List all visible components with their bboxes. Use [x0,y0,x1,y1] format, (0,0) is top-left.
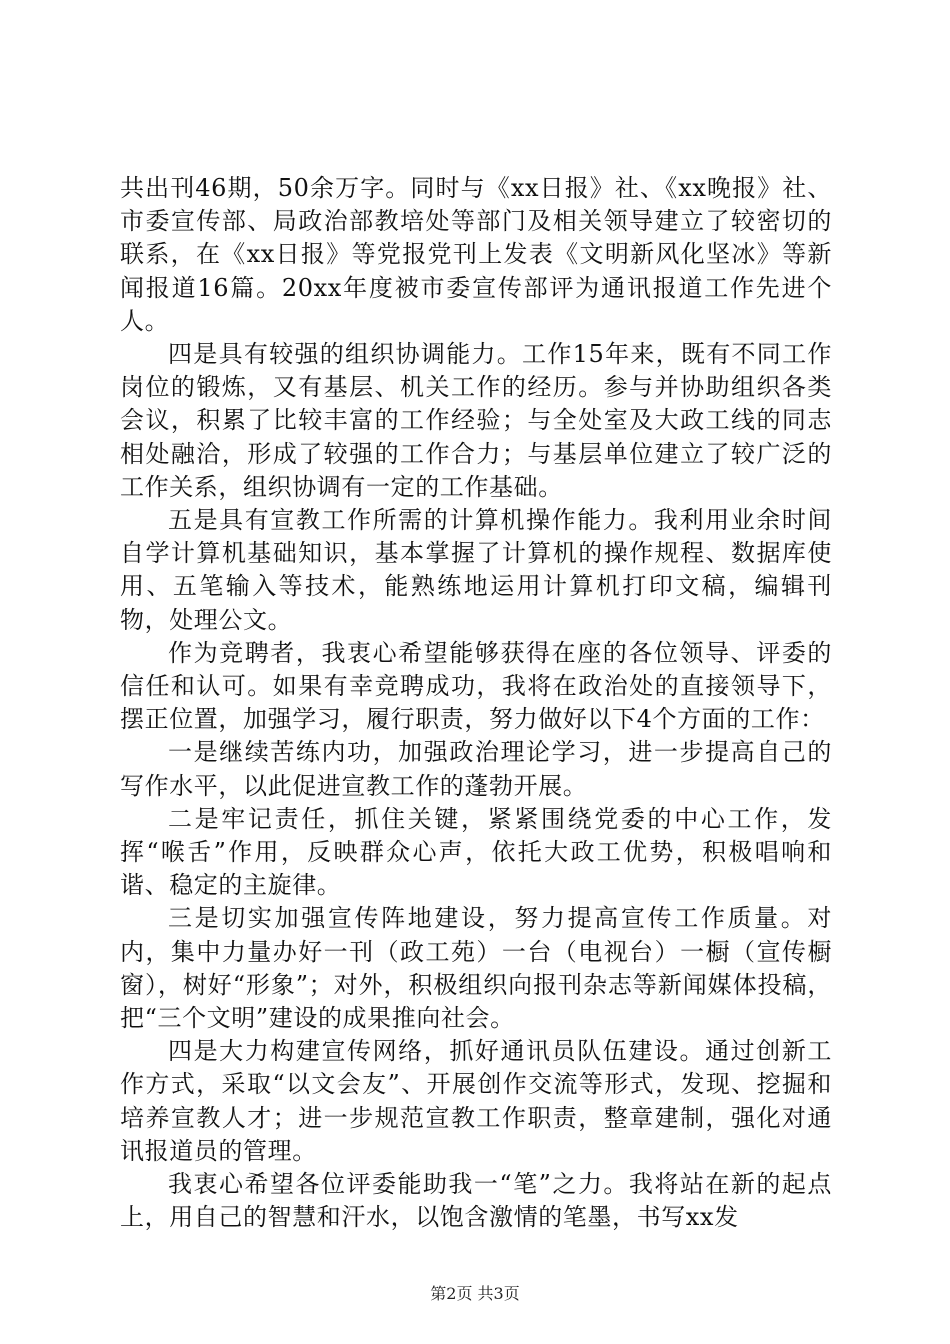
page-number-footer: 第2页 共3页 [430,1284,520,1303]
paragraph-plan-four: 四是大力构建宣传网络，抓好通讯员队伍建设。通过创新工作方式，采取“以文会友”、开展创作交流等形式，发现、挖掘和培养宣教人才；进一步规范宣教工作职责，整章建制，强化对通讯报道员的管理。 [120,1037,832,1165]
paragraph-continuation: 共出刊46期，50余万字。同时与《xx日报》社、《xx晚报》社、市委宣传部、局政治部教培处等部门及相关领导建立了较密切的联系，在《xx日报》等党报党刊上发表《文明新风化坚冰》等新闻报道16篇。20xx年度被市委宣传部评为通讯报道工作先进个人。 [120,174,832,335]
body-text [120,172,832,1235]
paragraph-organization-ability: 四是具有较强的组织协调能力。工作15年来，既有不同工作岗位的锻炼，又有基层、机关工作的经历。参与并协助组织各类会议，积累了比较丰富的工作经验；与全处室及大政工线的同志相处融洽，形成了较强的工作合力；与基层单位建立了较广泛的工作关系，组织协调有一定的工作基础。 [120,340,832,501]
paragraph-plan-three: 三是切实加强宣传阵地建设，努力提高宣传工作质量。对内，集中力量办好一刊（政工苑）一台（电视台）一橱（宣传橱窗），树好“形象”；对外，积极组织向报刊杂志等新闻媒体投稿，把“三个文明”建设的成果推向社会。 [120,904,832,1033]
paragraph-computer-ability: 五是具有宣教工作所需的计算机操作能力。我利用业余时间自学计算机基础知识，基本掌握了计算机的操作规程、数据库使用、五笔输入等技术，能熟练地运用计算机打印文稿，编辑刊物，处理公文。 [120,506,832,634]
paragraph-closing: 我衷心希望各位评委能助我一“笔”之力。我将站在新的起点上，用自己的智慧和汗水，以饱含激情的笔墨，书写xx发 [120,1170,832,1232]
paragraph-plan-two: 二是牢记责任，抓住关键，紧紧围绕党委的中心工作，发挥“喉舌”作用，反映群众心声，依托大政工优势，积极唱响和谐、稳定的主旋律。 [120,804,832,900]
paragraph-candidate-statement: 作为竞聘者，我衷心希望能够获得在座的各位领导、评委的信任和认可。如果有幸竞聘成功，我将在政治处的直接领导下，摆正位置，加强学习，履行职责，努力做好以下4个方面的工作： [120,638,832,734]
paragraph-plan-one: 一是继续苦练内功，加强政治理论学习，进一步提高自己的写作水平，以此促进宣教工作的蓬勃开展。 [120,738,832,800]
